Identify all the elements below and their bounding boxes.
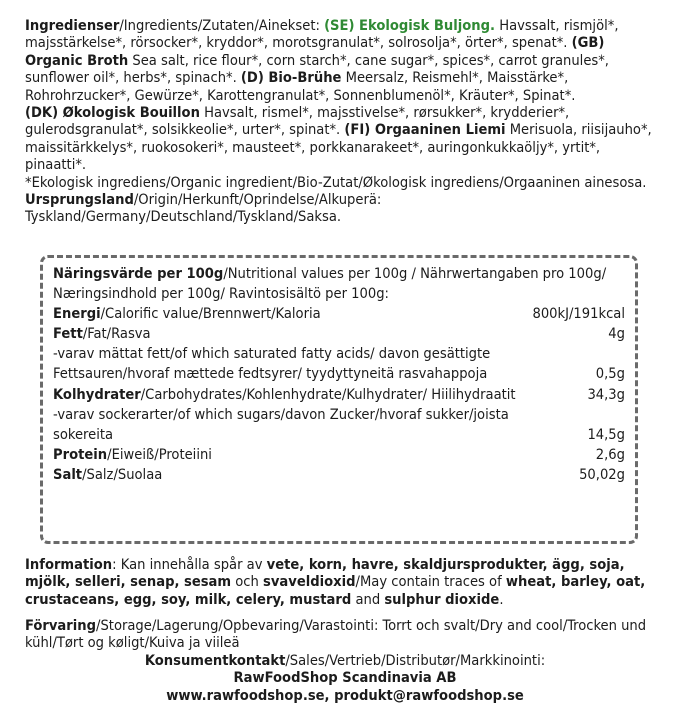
- nutrient-value: 800kJ/191kcal: [532, 305, 625, 323]
- nutrient-label: /Calorific value/Brennwert/Kaloria: [100, 305, 321, 323]
- dk-title: (DK) Økologisk Bouillon: [25, 104, 200, 122]
- nutrient-label: /Eiweiß/Proteiini: [107, 445, 212, 463]
- nutrition-table: [40, 255, 638, 544]
- contact-label-translations: /Sales/Vertrieb/Distributør/Markkinointi:: [285, 651, 546, 669]
- nutrient-label: -varav mättat fett/of which saturated fatty acids/ davon gesättigte Fettsauren/hvoraf mættede fedtsyrer/ tyydyttyneitä rasvahappoja: [53, 345, 491, 383]
- allergen-paragraph: [25, 556, 665, 608]
- nutrition-row-saturated: [53, 344, 625, 384]
- nutrient-value: 14,5g: [587, 425, 625, 443]
- ingredients-paragraph: [25, 17, 665, 226]
- allergen-text: : Kan innehålla spår av: [112, 556, 267, 573]
- ingredients-block: [25, 17, 665, 226]
- storage-label: Förvaring: [25, 617, 97, 634]
- nutrition-row-fat: [53, 324, 625, 344]
- nutrition-row-protein: [53, 445, 625, 465]
- nutrition-row-carbohydrates: [53, 385, 625, 405]
- organic-note: *Ekologisk ingrediens/Organic ingredient/Bio-Zutat/Økologisk ingrediens/Orgaaninen ainesosa.: [25, 173, 647, 191]
- allergen-text: and: [351, 590, 385, 608]
- allergen-text: och: [231, 573, 264, 591]
- nutrient-value: 50,02g: [579, 465, 625, 483]
- allergen-text: .: [499, 590, 504, 608]
- nutrient-name: Kolhydrater: [53, 385, 141, 403]
- storage-contact-block: [25, 617, 665, 704]
- dk-ingredients: Havsalt, rismel*, majsstivelse*, rørsukker*, krydderier*, gulerodsgranulat*, solsikkeolie*, urter*, spinat*.: [25, 104, 570, 139]
- ingredients-heading: Ingredienser: [25, 17, 120, 34]
- allergen-sulphite-en: sulphur dioxide: [384, 590, 500, 608]
- nutrition-row-energy: [53, 304, 625, 324]
- storage-line: [25, 617, 665, 652]
- nutrition-row-sugars: [53, 405, 625, 445]
- origin-text: /Origin/Herkunft/Oprindelse/Alkuperä: Tyskland/Germany/Deutschland/Tyskland/Saksa.: [25, 191, 382, 226]
- nutrition-heading: Näringsvärde per 100g: [53, 265, 224, 282]
- company-name: RawFoodShop Scandinavia AB: [233, 669, 457, 687]
- allergen-sulphite-sv: svaveldioxid: [263, 573, 356, 591]
- nutrient-name: Protein: [53, 445, 108, 463]
- d-ingredients: Meersalz, Reismehl*, Maisstärke*, Rohrohrzucker*, Gewürze*, Karottengranulat*, Sonnenblumenöl*, Kräuter*, Spinat*.: [25, 69, 576, 104]
- fi-title: (FI) Orgaaninen Liemi: [344, 121, 506, 139]
- allergen-list-sv: vete, korn, havre, skaldjursprodukter, ägg, soja, mjölk, selleri, senap, sesam: [25, 556, 625, 591]
- se-title: (SE) Ekologisk Buljong.: [324, 17, 496, 34]
- nutrient-label: -varav sockerarter/of which sugars/davon Zucker/hvoraf sukker/joista sokereita: [53, 405, 509, 443]
- contact-web-email: www.rawfoodshop.se, produkt@rawfoodshop.se: [166, 686, 524, 704]
- contact-label: Konsumentkontakt: [144, 651, 286, 669]
- allergen-information: [25, 556, 665, 608]
- storage-text: /Storage/Lagerung/Opbevaring/Varastointi: Torrt och svalt/Dry and cool/Trocken und kühl/Tørt og køligt/Kuiva ja viileä: [25, 617, 647, 652]
- nutrition-row-salt: [53, 465, 625, 485]
- allergen-list-en: wheat, barley, oat, crustaceans, egg, soy, milk, celery, mustard: [25, 573, 646, 608]
- nutrient-value: 4g: [608, 325, 625, 343]
- nutrition-heading-translations: /Nutritional values per 100g / Nährwertangaben pro 100g/ Næringsindhold per 100g/ Ravintosisältö per 100g:: [53, 265, 607, 303]
- ingredients-heading-translations: /Ingredients/Zutaten/Ainekset:: [119, 17, 325, 34]
- nutrient-label: /Salz/Suolaa: [82, 465, 163, 483]
- gb-title: (GB) Organic Broth: [25, 34, 605, 69]
- nutrient-label: /Carbohydrates/Kohlenhydrate/Kulhydrater/ Hiilihydraatit: [140, 385, 516, 403]
- nutrient-value: 0,5g: [595, 365, 625, 383]
- nutrient-name: Salt: [53, 465, 83, 483]
- allergen-label: Information: [25, 556, 113, 573]
- se-ingredients: Havssalt, rismjöl*, majsstärkelse*, rörsocker*, kryddor*, morotsgranulat*, solrosolja*, örter*, spenat*.: [25, 17, 619, 52]
- origin-label: Ursprungsland: [25, 191, 134, 209]
- nutrient-name: Fett: [53, 325, 83, 343]
- d-title: (D) Bio-Brühe: [240, 69, 342, 87]
- nutrient-value: 34,3g: [587, 385, 625, 403]
- nutrient-label: /Fat/Rasva: [82, 325, 151, 343]
- allergen-text: /May contain traces of: [355, 573, 506, 591]
- gb-ingredients: Sea salt, rice flour*, corn starch*, cane sugar*, spices*, carrot granules*, sunflower oil*, herbs*, spinach*.: [25, 51, 609, 87]
- nutrient-name: Energi: [53, 305, 101, 323]
- nutrient-value: 2,6g: [595, 445, 625, 463]
- fi-ingredients: Merisuola, riisijauho*, maissitärkkelys*, ruokosokeri*, mausteet*, porkkanarakeet*, auringonkukkaöljy*, yrtit*, pinaatti*.: [25, 121, 652, 174]
- contact-line: [25, 652, 665, 669]
- nutrition-heading-row: [53, 264, 625, 304]
